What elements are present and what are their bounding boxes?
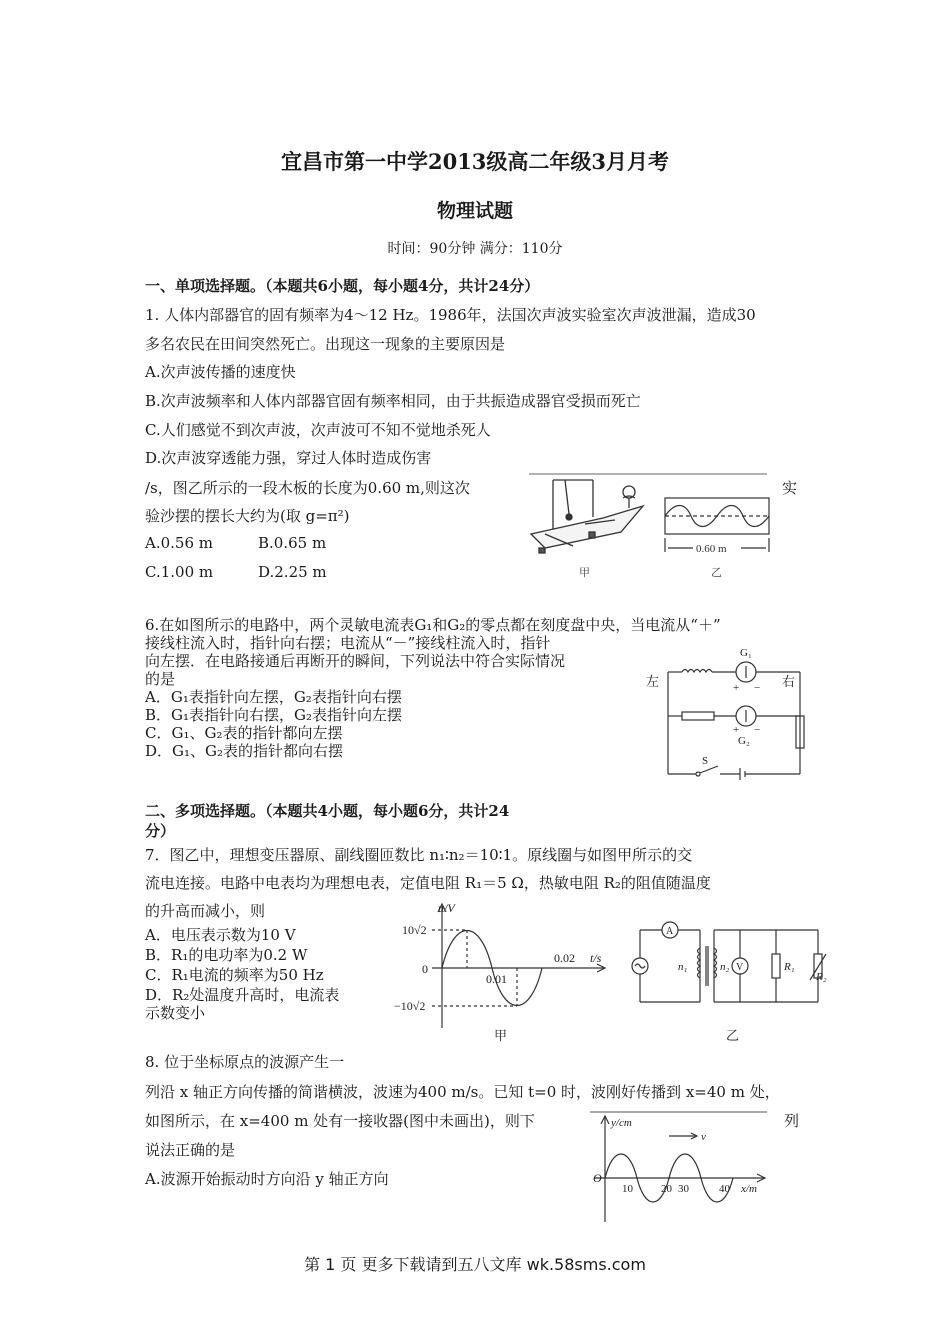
subject-title: 物理试题 — [436, 200, 513, 222]
q1-stem-line1: 1. 人体内部器官的固有频率为4～12 Hz。1986年，法国次声波实验室次声波泄漏，造成30 — [145, 306, 756, 324]
pendulum-line1-right: 实 — [782, 479, 798, 497]
q1-option-b: B.次声波频率和人体内部器官固有频率相同，由于共振造成器官受损而死亡 — [145, 392, 641, 410]
g1-minus: − — [754, 682, 761, 694]
tick-10: 10 — [622, 1183, 633, 1195]
pendulum-line1: /s，图乙所示的一段木板的长度为0.60 m,则这次 — [145, 479, 470, 497]
q1-option-c: C.人们感觉不到次声波，次声波可不知不觉地杀死人 — [145, 421, 491, 439]
pendulum-line2: 验沙摆的摆长大约为(取 g=π²) — [145, 507, 350, 525]
voltmeter-v: V — [736, 962, 744, 973]
page-title: 宜昌市第一中学2013级高二年级3月月考 — [280, 149, 670, 174]
fig-label-jia: 甲 — [579, 567, 590, 579]
q7-option-c: C．R₁电流的频率为50 Hz — [145, 966, 324, 984]
q6-line4: 的是 — [145, 670, 176, 688]
q7-option-a: A．电压表示数为10 V — [145, 926, 296, 944]
label-r1: R₁ — [784, 961, 795, 973]
q7-option-d: D．R₂处温度升高时，电流表 — [145, 986, 340, 1004]
q7-option-d-cont: 示数变小 — [145, 1004, 206, 1022]
page-footer: 第 1 页 更多下载请到五八文库 wk.58sms.com — [304, 1255, 646, 1274]
t2-label: 0.02 — [554, 951, 575, 965]
ymax-label: 10√2 — [402, 923, 427, 937]
q1-option-a: A.次声波传播的速度快 — [145, 363, 296, 381]
pendulum-option-b: B.0.65 m — [258, 534, 327, 552]
transformer-circuit-figure — [628, 918, 838, 1046]
q6-line3: 向左摆．在电路接通后再断开的瞬间，下列说法中符合实际情况 — [145, 652, 566, 670]
label-left: 左 — [646, 674, 660, 689]
wave-origin: O — [593, 1171, 602, 1185]
q6-option-d: D．G₁、G₂表的指针都向右摆 — [145, 742, 344, 760]
label-n2: n₂ — [720, 961, 730, 973]
fig-label-yi: 乙 — [711, 567, 722, 579]
label-switch: S — [702, 755, 709, 767]
fig-length-label: 0.60 m — [696, 543, 727, 555]
pendulum-option-a: A.0.56 m — [145, 534, 213, 552]
wave-ylabel: y/cm — [611, 1117, 632, 1129]
q6-line1: 6.在如图所示的电路中，两个灵敏电流表G₁和G₂的零点都在刻度盘中央，当电流从“＋” — [145, 616, 721, 634]
q8-option-a: A.波源开始振动时方向沿 y 轴正方向 — [145, 1170, 389, 1188]
section2-heading-line1: 二、多项选择题。（本题共4小题，每小题6分，共计24 — [145, 802, 510, 820]
xlabel-t: t/s — [590, 951, 602, 965]
ylabel-u: u/V — [438, 901, 455, 915]
wave-xlabel: x/m — [741, 1183, 757, 1195]
tick-20: 20 — [661, 1183, 672, 1195]
tick-40: 40 — [719, 1183, 730, 1195]
q6-option-a: A．G₁表指针向左摆，G₂表指针向右摆 — [145, 688, 402, 706]
pendulum-option-d: D.2.25 m — [258, 563, 327, 581]
q8-line2: 列沿 x 轴正方向传播的简谐横波，波速为400 m/s。已知 t=0 时，波刚好传播到 x=40 m 处， — [145, 1083, 780, 1101]
label-right: 右 — [782, 674, 796, 689]
fig-b-caption: 乙 — [726, 1028, 740, 1043]
section1-heading: 一、单项选择题。（本题共6小题，每小题4分，共计24分） — [145, 277, 540, 295]
ac-voltage-graph — [392, 898, 617, 1046]
time-info: 时间：90分钟 满分：110分 — [387, 241, 563, 257]
q8-line1: 8. 位于坐标原点的波源产生一 — [145, 1053, 345, 1071]
q1-stem-line2: 多名农民在田间突然死亡。出现这一现象的主要原因是 — [145, 335, 506, 353]
q6-option-b: B．G₁表指针向右摆，G₂表指针向左摆 — [145, 706, 403, 724]
section2-heading-line2: 分） — [145, 822, 176, 840]
q1-option-d: D.次声波穿透能力强，穿过人体时造成伤害 — [145, 449, 432, 467]
t1-label: 0.01 — [486, 972, 507, 986]
label-r2: R₂ — [816, 971, 827, 983]
q7-line2: 流电连接。电路中电表均为理想电表，定值电阻 R₁＝5 Ω，热敏电阻 R₂的阻值随温度 — [145, 874, 711, 892]
q8-line3: 如图所示，在 x=400 m 处有一接收器(图中未画出)，则下 — [145, 1112, 535, 1130]
pendulum-option-c: C.1.00 m — [145, 563, 214, 581]
q7-line1: 7．图乙中，理想变压器原、副线圈匝数比 n₁∶n₂＝10∶1。原线圈与如图甲所示的交 — [145, 846, 693, 864]
pendulum-apparatus — [531, 480, 643, 553]
q6-line2: 接线柱流入时，指针向右摆；电流从“－”接线柱流入时，指针 — [145, 634, 551, 652]
q7-line3: 的升高而减小，则 — [145, 902, 266, 920]
q8-line4: 说法正确的是 — [145, 1141, 236, 1159]
g1-plus: + — [733, 682, 740, 694]
label-g2: G₂ — [738, 735, 750, 747]
q7-option-b: B．R₁的电功率为0.2 W — [145, 946, 308, 964]
sand-pendulum-figure — [525, 472, 775, 582]
wave-velocity: v — [701, 1131, 706, 1143]
ymin-label: −10√2 — [394, 999, 426, 1013]
g2-minus: − — [754, 724, 761, 736]
label-g1: G₁ — [740, 647, 752, 659]
tick-30: 30 — [678, 1183, 689, 1195]
ammeter-a: A — [666, 926, 674, 937]
fig-a-caption: 甲 — [494, 1028, 508, 1043]
label-n1: n₁ — [678, 961, 688, 973]
q8-line3-right: 列 — [784, 1112, 800, 1130]
g2-plus: + — [733, 724, 740, 736]
wave-figure — [585, 1108, 775, 1228]
origin-label: 0 — [422, 962, 428, 976]
q6-option-c: C．G₁、G₂表的指针都向左摆 — [145, 724, 343, 742]
galvanometer-circuit-figure — [640, 636, 815, 786]
